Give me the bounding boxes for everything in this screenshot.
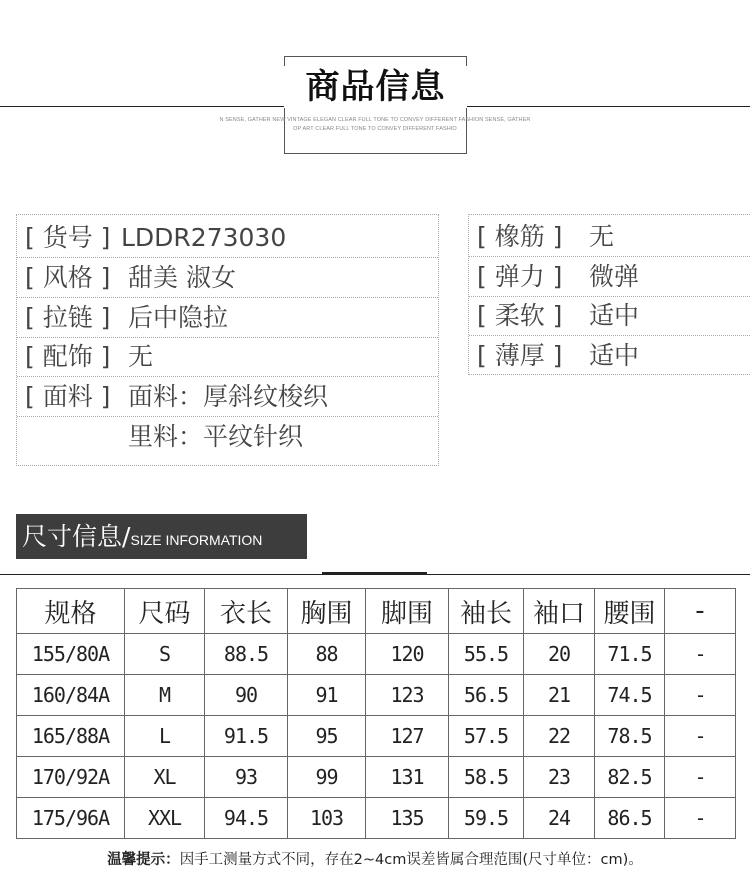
cell-sleeve-length: 56.5 bbox=[449, 675, 524, 716]
cell-waist: 86.5 bbox=[595, 798, 665, 839]
header-chest: 胸围 bbox=[288, 589, 366, 634]
cell-size: XXL bbox=[125, 798, 205, 839]
attr-label: [ 柔软 ] bbox=[477, 301, 563, 330]
table-row bbox=[17, 716, 736, 757]
header-extra: - bbox=[665, 589, 736, 634]
cell-chest: 91 bbox=[288, 675, 366, 716]
cell-cuff: 23 bbox=[524, 757, 595, 798]
cell-spec: 165/88A bbox=[17, 716, 125, 757]
cell-hem: 127 bbox=[366, 716, 449, 757]
size-section-title: 尺寸信息/ bbox=[22, 522, 131, 551]
attr-row-style bbox=[17, 258, 438, 298]
attr-label: [ 风格 ] bbox=[25, 263, 111, 292]
table-row bbox=[17, 675, 736, 716]
attr-value: 无 bbox=[128, 342, 154, 371]
cell-length: 88.5 bbox=[205, 634, 288, 675]
cell-length: 93 bbox=[205, 757, 288, 798]
cell-sleeve-length: 55.5 bbox=[449, 634, 524, 675]
cell-extra: - bbox=[665, 634, 736, 675]
cell-waist: 82.5 bbox=[595, 757, 665, 798]
attr-row-stretch bbox=[469, 257, 750, 297]
attr-row-accessories bbox=[17, 337, 438, 377]
cell-sleeve-length: 59.5 bbox=[449, 798, 524, 839]
attributes-left-table bbox=[16, 214, 439, 466]
table-row bbox=[17, 757, 736, 798]
cell-chest: 95 bbox=[288, 716, 366, 757]
size-table bbox=[16, 588, 736, 839]
attr-value: 无 bbox=[589, 222, 615, 251]
cell-waist: 74.5 bbox=[595, 675, 665, 716]
attr-row-item-number bbox=[17, 218, 438, 258]
cell-spec: 155/80A bbox=[17, 634, 125, 675]
cell-length: 91.5 bbox=[205, 716, 288, 757]
cell-hem: 135 bbox=[366, 798, 449, 839]
attr-row-fabric bbox=[17, 377, 438, 417]
cell-chest: 88 bbox=[288, 634, 366, 675]
header-hem: 脚围 bbox=[366, 589, 449, 634]
attr-label: [ 货号 ] bbox=[25, 223, 111, 252]
cell-size: S bbox=[125, 634, 205, 675]
cell-hem: 123 bbox=[366, 675, 449, 716]
title-subtitle-line1: N SENSE, GATHER NEW VINTAGE ELEGAN CLEAR FULL TONE TO CONVEY DIFFERENT FASHION SENSE, GATHER bbox=[219, 117, 531, 123]
title-subtitle-line2: OP ART CLEAR FULL TONE TO CONVEY DIFFERENT FASHIO bbox=[293, 126, 457, 132]
attr-row-softness bbox=[469, 296, 750, 336]
attr-row-thickness bbox=[469, 336, 750, 376]
cell-sleeve-length: 58.5 bbox=[449, 757, 524, 798]
attr-value: 后中隐拉 bbox=[128, 303, 229, 332]
header-sleeve-length: 袖长 bbox=[449, 589, 524, 634]
size-section-accent bbox=[322, 572, 427, 575]
attr-value: 适中 bbox=[589, 301, 640, 330]
cell-waist: 78.5 bbox=[595, 716, 665, 757]
cell-extra: - bbox=[665, 757, 736, 798]
cell-extra: - bbox=[665, 716, 736, 757]
cell-chest: 99 bbox=[288, 757, 366, 798]
size-section-title-en: SIZE INFORMATION bbox=[130, 532, 263, 548]
cell-sleeve-length: 57.5 bbox=[449, 716, 524, 757]
attr-row-elastic-band bbox=[469, 217, 750, 257]
cell-extra: - bbox=[665, 798, 736, 839]
attr-value: 甜美 淑女 bbox=[128, 263, 236, 292]
attr-row-lining bbox=[17, 417, 438, 457]
cell-extra: - bbox=[665, 675, 736, 716]
header-cuff: 袖口 bbox=[524, 589, 595, 634]
attributes-right-table bbox=[468, 214, 750, 375]
cell-hem: 120 bbox=[366, 634, 449, 675]
cell-size: XL bbox=[125, 757, 205, 798]
attr-label: [ 面料 ] bbox=[25, 382, 111, 411]
cell-size: L bbox=[125, 716, 205, 757]
page-title: 商品信息 bbox=[284, 66, 467, 108]
header-waist: 腰围 bbox=[595, 589, 665, 634]
cell-size: M bbox=[125, 675, 205, 716]
cell-chest: 103 bbox=[288, 798, 366, 839]
header-length: 衣长 bbox=[205, 589, 288, 634]
cell-spec: 160/84A bbox=[17, 675, 125, 716]
cell-spec: 170/92A bbox=[17, 757, 125, 798]
note-label: 温馨提示： bbox=[107, 852, 180, 868]
cell-waist: 71.5 bbox=[595, 634, 665, 675]
size-section-banner bbox=[16, 514, 307, 559]
attr-label: [ 配饰 ] bbox=[25, 342, 111, 371]
attr-label: [ 薄厚 ] bbox=[477, 341, 563, 370]
attr-label: [ 弹力 ] bbox=[477, 262, 563, 291]
attr-row-zipper bbox=[17, 298, 438, 338]
cell-cuff: 24 bbox=[524, 798, 595, 839]
attr-value: LDDR273030 bbox=[121, 223, 287, 252]
measurement-note bbox=[0, 848, 750, 869]
attr-value: 里料：平纹针织 bbox=[128, 422, 304, 451]
attr-label: [ 拉链 ] bbox=[25, 303, 111, 332]
cell-length: 90 bbox=[205, 675, 288, 716]
attr-label: [ 橡筋 ] bbox=[477, 222, 563, 251]
cell-cuff: 20 bbox=[524, 634, 595, 675]
table-row bbox=[17, 798, 736, 839]
attr-value: 适中 bbox=[589, 341, 640, 370]
header-spec: 规格 bbox=[17, 589, 125, 634]
note-text: 因手工测量方式不同，存在2~4cm误差皆属合理范围(尺寸单位：cm)。 bbox=[179, 852, 643, 868]
cell-hem: 131 bbox=[366, 757, 449, 798]
cell-length: 94.5 bbox=[205, 798, 288, 839]
header-size: 尺码 bbox=[125, 589, 205, 634]
attr-value: 面料：厚斜纹梭织 bbox=[128, 382, 329, 411]
size-table-header-row bbox=[17, 589, 736, 634]
cell-spec: 175/96A bbox=[17, 798, 125, 839]
table-row bbox=[17, 634, 736, 675]
cell-cuff: 22 bbox=[524, 716, 595, 757]
attr-value: 微弹 bbox=[589, 262, 640, 291]
cell-cuff: 21 bbox=[524, 675, 595, 716]
